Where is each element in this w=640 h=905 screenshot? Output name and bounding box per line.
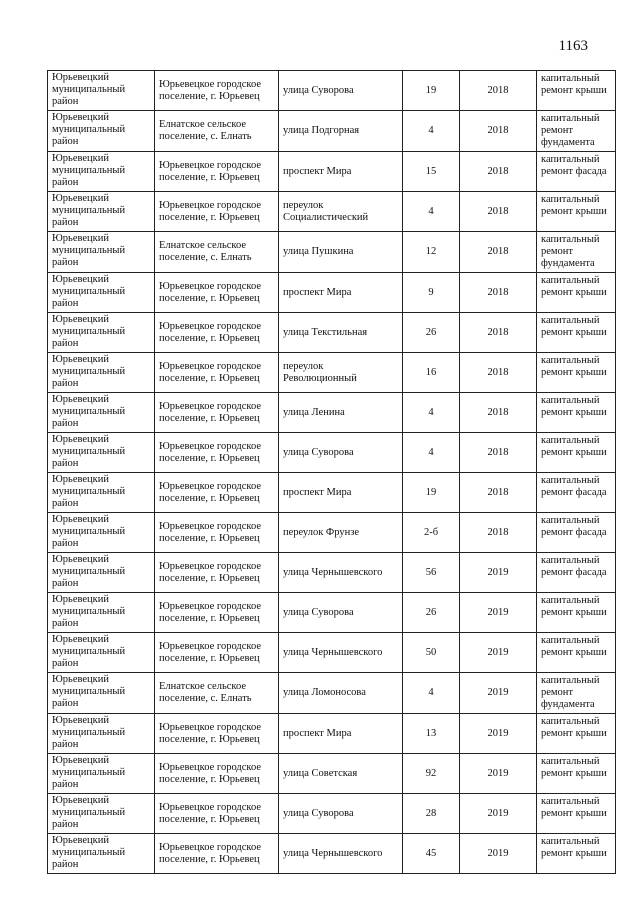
work-type-cell: капитальный ремонт фасада: [537, 152, 616, 192]
district-cell: Юрьевецкий муниципальный район: [48, 111, 155, 152]
house-number-cell: 2-б: [403, 513, 460, 553]
settlement-cell: Юрьевецкое городское поселение, г. Юрьевец: [155, 152, 279, 192]
table-row: [48, 593, 616, 633]
year-cell: 2018: [460, 71, 537, 111]
district-cell: Юрьевецкий муниципальный район: [48, 553, 155, 593]
district-cell: Юрьевецкий муниципальный район: [48, 192, 155, 232]
district-cell: Юрьевецкий муниципальный район: [48, 834, 155, 874]
page-number: 1163: [558, 38, 588, 54]
table-row: [48, 754, 616, 794]
settlement-cell: Юрьевецкое городское поселение, г. Юрьевец: [155, 353, 279, 393]
work-type-cell: капитальный ремонт фасада: [537, 473, 616, 513]
district-cell: Юрьевецкий муниципальный район: [48, 633, 155, 673]
district-cell: Юрьевецкий муниципальный район: [48, 313, 155, 353]
street-cell: проспект Мира: [279, 714, 403, 754]
settlement-cell: Юрьевецкое городское поселение, г. Юрьевец: [155, 633, 279, 673]
table-row: [48, 393, 616, 433]
house-number-cell: 13: [403, 714, 460, 754]
district-cell: Юрьевецкий муниципальный район: [48, 473, 155, 513]
work-type-cell: капитальный ремонт крыши: [537, 794, 616, 834]
table-row: [48, 673, 616, 714]
work-type-cell: капитальный ремонт крыши: [537, 353, 616, 393]
work-type-cell: капитальный ремонт фундамента: [537, 673, 616, 714]
district-cell: Юрьевецкий муниципальный район: [48, 593, 155, 633]
year-cell: 2018: [460, 433, 537, 473]
work-type-cell: капитальный ремонт крыши: [537, 433, 616, 473]
table-row: [48, 273, 616, 313]
settlement-cell: Елнатское сельское поселение, с. Елнать: [155, 673, 279, 714]
district-cell: Юрьевецкий муниципальный район: [48, 754, 155, 794]
year-cell: 2019: [460, 633, 537, 673]
repair-schedule-table: [47, 70, 616, 874]
street-cell: улица Суворова: [279, 794, 403, 834]
year-cell: 2019: [460, 553, 537, 593]
settlement-cell: Юрьевецкое городское поселение, г. Юрьевец: [155, 513, 279, 553]
street-cell: проспект Мира: [279, 473, 403, 513]
settlement-cell: Юрьевецкое городское поселение, г. Юрьевец: [155, 313, 279, 353]
table-row: [48, 513, 616, 553]
house-number-cell: 4: [403, 393, 460, 433]
settlement-cell: Юрьевецкое городское поселение, г. Юрьевец: [155, 71, 279, 111]
year-cell: 2019: [460, 673, 537, 714]
table-row: [48, 71, 616, 111]
year-cell: 2018: [460, 353, 537, 393]
settlement-cell: Елнатское сельское поселение, с. Елнать: [155, 232, 279, 273]
work-type-cell: капитальный ремонт крыши: [537, 714, 616, 754]
year-cell: 2018: [460, 152, 537, 192]
work-type-cell: капитальный ремонт крыши: [537, 192, 616, 232]
year-cell: 2018: [460, 473, 537, 513]
work-type-cell: капитальный ремонт фундамента: [537, 232, 616, 273]
street-cell: улица Суворова: [279, 71, 403, 111]
work-type-cell: капитальный ремонт крыши: [537, 834, 616, 874]
work-type-cell: капитальный ремонт крыши: [537, 754, 616, 794]
district-cell: Юрьевецкий муниципальный район: [48, 71, 155, 111]
settlement-cell: Юрьевецкое городское поселение, г. Юрьевец: [155, 593, 279, 633]
house-number-cell: 28: [403, 794, 460, 834]
street-cell: улица Чернышевского: [279, 834, 403, 874]
settlement-cell: Юрьевецкое городское поселение, г. Юрьевец: [155, 393, 279, 433]
house-number-cell: 4: [403, 673, 460, 714]
year-cell: 2018: [460, 513, 537, 553]
table-row: [48, 232, 616, 273]
district-cell: Юрьевецкий муниципальный район: [48, 152, 155, 192]
house-number-cell: 9: [403, 273, 460, 313]
district-cell: Юрьевецкий муниципальный район: [48, 673, 155, 714]
house-number-cell: 19: [403, 473, 460, 513]
house-number-cell: 26: [403, 593, 460, 633]
house-number-cell: 50: [403, 633, 460, 673]
work-type-cell: капитальный ремонт крыши: [537, 633, 616, 673]
street-cell: улица Подгорная: [279, 111, 403, 152]
settlement-cell: Юрьевецкое городское поселение, г. Юрьевец: [155, 553, 279, 593]
year-cell: 2018: [460, 232, 537, 273]
house-number-cell: 15: [403, 152, 460, 192]
table-row: [48, 633, 616, 673]
street-cell: проспект Мира: [279, 152, 403, 192]
table-row: [48, 152, 616, 192]
work-type-cell: капитальный ремонт крыши: [537, 593, 616, 633]
district-cell: Юрьевецкий муниципальный район: [48, 714, 155, 754]
settlement-cell: Елнатское сельское поселение, с. Елнать: [155, 111, 279, 152]
street-cell: улица Ленина: [279, 393, 403, 433]
table-row: [48, 714, 616, 754]
year-cell: 2018: [460, 273, 537, 313]
street-cell: улица Ломоносова: [279, 673, 403, 714]
work-type-cell: капитальный ремонт крыши: [537, 273, 616, 313]
house-number-cell: 4: [403, 111, 460, 152]
work-type-cell: капитальный ремонт крыши: [537, 71, 616, 111]
table-body: [48, 71, 616, 874]
work-type-cell: капитальный ремонт фасада: [537, 553, 616, 593]
table-row: [48, 553, 616, 593]
street-cell: переулок Социалистический: [279, 192, 403, 232]
house-number-cell: 92: [403, 754, 460, 794]
work-type-cell: капитальный ремонт крыши: [537, 393, 616, 433]
table-row: [48, 834, 616, 874]
house-number-cell: 19: [403, 71, 460, 111]
table-row: [48, 353, 616, 393]
street-cell: улица Текстильная: [279, 313, 403, 353]
settlement-cell: Юрьевецкое городское поселение, г. Юрьевец: [155, 794, 279, 834]
year-cell: 2018: [460, 192, 537, 232]
work-type-cell: капитальный ремонт крыши: [537, 313, 616, 353]
table-row: [48, 111, 616, 152]
year-cell: 2019: [460, 834, 537, 874]
table-row: [48, 433, 616, 473]
year-cell: 2018: [460, 313, 537, 353]
table-row: [48, 313, 616, 353]
settlement-cell: Юрьевецкое городское поселение, г. Юрьевец: [155, 473, 279, 513]
year-cell: 2018: [460, 111, 537, 152]
settlement-cell: Юрьевецкое городское поселение, г. Юрьевец: [155, 273, 279, 313]
house-number-cell: 45: [403, 834, 460, 874]
house-number-cell: 4: [403, 433, 460, 473]
work-type-cell: капитальный ремонт фундамента: [537, 111, 616, 152]
street-cell: переулок Фрунзе: [279, 513, 403, 553]
district-cell: Юрьевецкий муниципальный район: [48, 273, 155, 313]
street-cell: улица Суворова: [279, 433, 403, 473]
settlement-cell: Юрьевецкое городское поселение, г. Юрьевец: [155, 834, 279, 874]
settlement-cell: Юрьевецкое городское поселение, г. Юрьевец: [155, 433, 279, 473]
street-cell: улица Советская: [279, 754, 403, 794]
street-cell: улица Суворова: [279, 593, 403, 633]
house-number-cell: 16: [403, 353, 460, 393]
district-cell: Юрьевецкий муниципальный район: [48, 393, 155, 433]
street-cell: улица Чернышевского: [279, 553, 403, 593]
settlement-cell: Юрьевецкое городское поселение, г. Юрьевец: [155, 192, 279, 232]
year-cell: 2018: [460, 393, 537, 433]
year-cell: 2019: [460, 794, 537, 834]
street-cell: проспект Мира: [279, 273, 403, 313]
settlement-cell: Юрьевецкое городское поселение, г. Юрьевец: [155, 754, 279, 794]
settlement-cell: Юрьевецкое городское поселение, г. Юрьевец: [155, 714, 279, 754]
district-cell: Юрьевецкий муниципальный район: [48, 232, 155, 273]
house-number-cell: 4: [403, 192, 460, 232]
street-cell: улица Пушкина: [279, 232, 403, 273]
district-cell: Юрьевецкий муниципальный район: [48, 794, 155, 834]
district-cell: Юрьевецкий муниципальный район: [48, 353, 155, 393]
table-row: [48, 794, 616, 834]
year-cell: 2019: [460, 754, 537, 794]
work-type-cell: капитальный ремонт фасада: [537, 513, 616, 553]
year-cell: 2019: [460, 714, 537, 754]
table-row: [48, 192, 616, 232]
district-cell: Юрьевецкий муниципальный район: [48, 513, 155, 553]
district-cell: Юрьевецкий муниципальный район: [48, 433, 155, 473]
house-number-cell: 56: [403, 553, 460, 593]
street-cell: переулок Революционный: [279, 353, 403, 393]
table-row: [48, 473, 616, 513]
year-cell: 2019: [460, 593, 537, 633]
street-cell: улица Чернышевского: [279, 633, 403, 673]
house-number-cell: 26: [403, 313, 460, 353]
house-number-cell: 12: [403, 232, 460, 273]
